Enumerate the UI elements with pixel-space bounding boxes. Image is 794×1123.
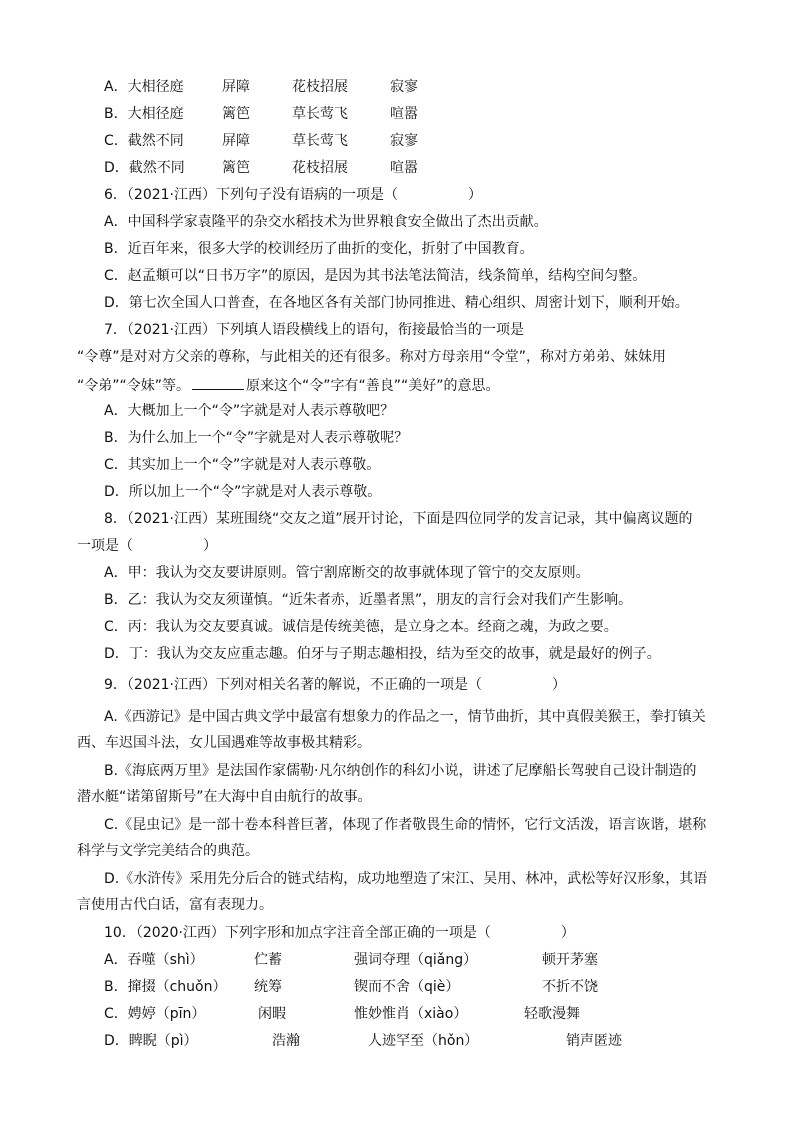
q8-stem-line1: 8．（2021·江西）某班围绕“交友之道”展开讨论，下面是四位同学的发言记录，其中偏离议题的 [104, 511, 693, 527]
q9-stem: 9．（2021·江西）下列对相关名著的解说，不正确的一项是（ ） [104, 677, 566, 693]
q6-option-d: D．第七次全国人口普查，在各地区各有关部门协同推进、精心组织、周密计划下，顺利开始。 [104, 295, 689, 311]
q7-option-c: C．其实加上一个“令”字就是对人表示尊敬。 [104, 457, 381, 473]
q6-option-c: C．赵孟頫可以“日书万字”的原因，是因为其书法笔法简洁，线条简单，结构空间匀整。 [104, 268, 647, 284]
q9-option-d-line1: D.《水浒传》采用先分后合的链式结构，成功地塑造了宋江、吴用、林冲，武松等好汉形象，其语 [104, 871, 708, 887]
q9-option-c-line1: C.《昆虫记》是一部十卷本科普巨著，体现了作者敬畏生命的情怀，它行文活泼，语言诙谐，堪称 [104, 817, 707, 833]
q7-stem: 7．（2021·江西）下列填人语段横线上的语句，衔接最恰当的一项是 [104, 322, 524, 338]
exam-page: A．大相径庭 屏障 花枝招展 寂寥 B．大相径庭 篱笆 草长莺飞 喧嚣 C．截然不同 屏障 草长莺飞 寂寥 D．截然不同 篱笆 花枝招展 喧嚣 6．（2021·江西）下列句子没有语病的一项是（ ） A．中国科学家袁隆平的杂交水稻技术为世界粮食安全做出了杰出贡献。 B．近百年来，很多大学的校训经历了曲折的变化，折射了中国教育。 C．赵孟頫可以“日书万字”的原因，是因为其书法笔法简洁，线条简单，结构空间匀整。 D．第七次全国人口普查，在各地区各有关部门协同推进、精心组织、周密计划下，顺利开始。 7．（2021·江西）下列填人语段横线上的语句，衔接最恰当的一项是 “令尊”是对对方父亲的尊称，与此相关的还有很多。称对方母亲用“令堂”，称对方弟弟、妹妹用 “令弟”“令妹”等。 原来这个“令”字有“善良”“美好”的意思。 A．大概加上一个“令”字就是对人表示尊敬吧？ B．为什么加上一个“令”字就是对人表示尊敬呢？ C．其实加上一个“令”字就是对人表示尊敬。 D．所以加上一个“令”字就是对人表示尊敬。 8．（2021·江西）某班围绕“交友之道”展开讨论，下面是四位同学的发言记录，其中偏离议题的 一项是（ ） A．甲：我认为交友要讲原则。管宁割席断交的故事就体现了管宁的交友原则。 B．乙：我认为交友须谨慎。“近朱者赤，近墨者黑”，朋友的言行会对我们产生影响。 C．丙：我认为交友要真诚。诚信是传统美德，是立身之本。经商之魂，为政之要。 D．丁：我认为交友应重志趣。伯牙与子期志趣相投，结为至交的故事，就是最好的例子。 9．（2021·江西）下列对相关名著的解说，不正确的一项是（ ） A.《西游记》是中国古典文学中最富有想象力的作品之一，情节曲折，其中真假美猴王，拳打镇关 西、车迟国斗法，女儿国遇难等故事极其精彩。 B.《海底两万里》是法国作家儒勒·凡尔纳创作的科幻小说，讲述了尼摩船长驾驶自己设计制造的 潜水艇“诺第留斯号”在大海中自由航行的故事。 C.《昆虫记》是一部十卷本科普巨著，体现了作者敬畏生命的情怀，它行文活泼，语言诙谐，堪称 科学与文学完美结合的典范。 D.《水浒传》采用先分后合的链式结构，成功地塑造了宋江、吴用、林冲，武松等好汉形象，其语 言使用古代白话，富有表现力。 10．（2020·江西）下列字形和加点字注音全部正确的一项是（ ） A．吞噬（shì） 伫蓄 强词夺理（qiǎng） 顿开茅塞 B．撺掇（chuǒn） 统筹 锲而不舍（qiè） 不折不饶 C．娉婷（pīn） 闲暇 惟妙惟肖（xiào） 轻歌漫舞 D．睥睨（pì） 浩瀚 人迹罕至（hǒn） 销声匿迹 [77, 79, 708, 1049]
q10-stem: 10．（2020·江西）下列字形和加点字注音全部正确的一项是（ ） [104, 925, 575, 941]
q7-passage-line1: “令尊”是对对方父亲的尊称，与此相关的还有很多。称对方母亲用“令堂”，称对方弟弟、妹妹用 [77, 349, 667, 365]
q9-option-b-line1: B.《海底两万里》是法国作家儒勒·凡尔纳创作的科幻小说，讲述了尼摩船长驾驶自己设计制造的 [104, 763, 697, 779]
q7-passage-line2: “令弟”“令妹”等。 原来这个“令”字有“善良”“美好”的意思。 [77, 375, 500, 393]
q6-option-b: B．近百年来，很多大学的校训经历了曲折的变化，折射了中国教育。 [104, 241, 534, 257]
q7-option-a: A．大概加上一个“令”字就是对人表示尊敬吧？ [104, 403, 395, 419]
q6-option-a: A．中国科学家袁隆平的杂交水稻技术为世界粮食安全做出了杰出贡献。 [104, 214, 548, 230]
q9-option-a-line1: A.《西游记》是中国古典文学中最富有想象力的作品之一，情节曲折，其中真假美猴王，拳打镇关 [104, 709, 706, 725]
q8-stem-line2: 一项是（ ） [77, 538, 217, 554]
q9-option-a-line2: 西、车迟国斗法，女儿国遇难等故事极其精彩。 [77, 735, 371, 751]
q7-option-b: B．为什么加上一个“令”字就是对人表示尊敬呢？ [104, 430, 409, 446]
q8-option-b: B．乙：我认为交友须谨慎。“近朱者赤，近墨者黑”，朋友的言行会对我们产生影响。 [104, 592, 633, 608]
q9-option-d-line2: 言使用古代白话，富有表现力。 [77, 897, 273, 913]
q7-option-d: D．所以加上一个“令”字就是对人表示尊敬。 [104, 484, 382, 500]
fill-blank [192, 375, 244, 390]
q9-option-c-line2: 科学与文学完美结合的典范。 [77, 843, 259, 859]
q8-option-c: C．丙：我认为交友要真诚。诚信是传统美德，是立身之本。经商之魂，为政之要。 [104, 619, 618, 635]
q8-option-a: A．甲：我认为交友要讲原则。管宁割席断交的故事就体现了管宁的交友原则。 [104, 565, 590, 581]
q8-option-d: D．丁：我认为交友应重志趣。伯牙与子期志趣相投，结为至交的故事，就是最好的例子。 [104, 646, 661, 662]
q6-stem: 6．（2021·江西）下列句子没有语病的一项是（ ） [104, 187, 482, 203]
q9-option-b-line2: 潜水艇“诺第留斯号”在大海中自由航行的故事。 [77, 789, 372, 805]
